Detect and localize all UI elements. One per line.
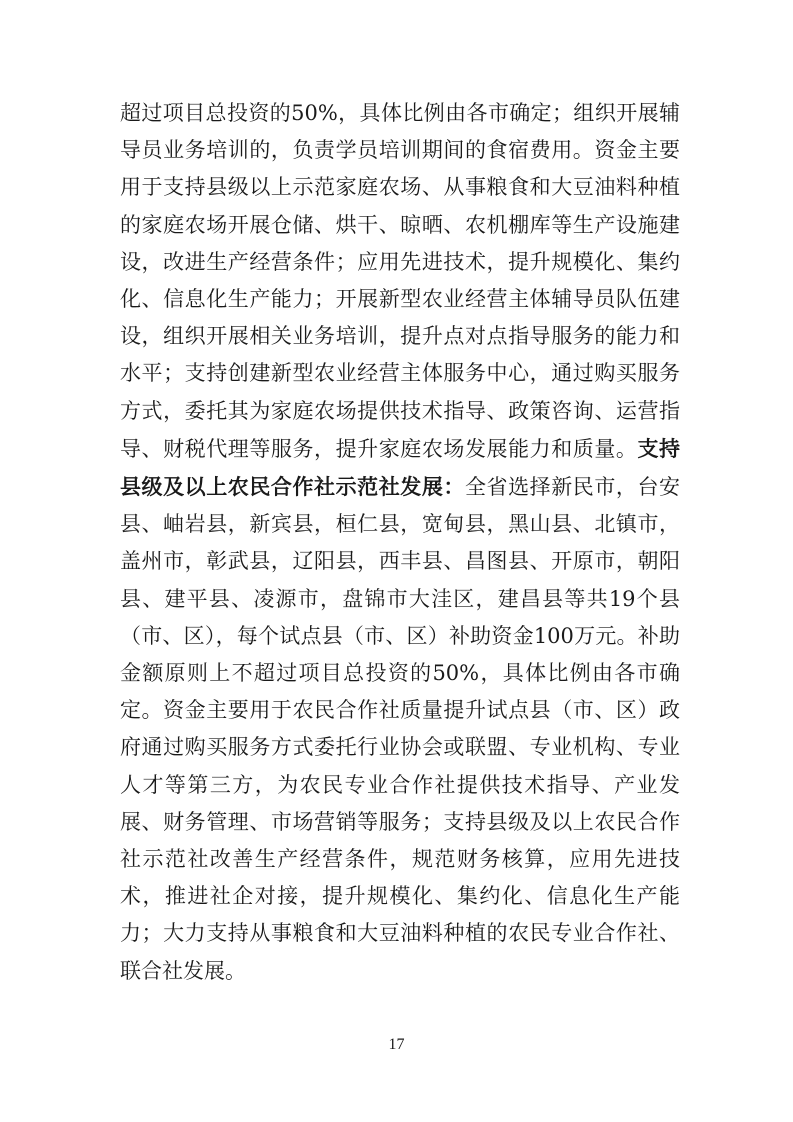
- body-paragraph: [120, 95, 680, 990]
- paragraph-text-part2: 全省选择新民市，台安县、岫岩县，新宾县，桓仁县，宽甸县，黑山县、北镇市，盖州市，彰武县，辽阳县，西丰县、昌图县、开原市，朝阳县、建平县、凌源市，盘锦市大洼区，建昌县等共19个县（市、区），每个试点县（市、区）补助资金100万元。补助金额原则上不超过项目总投资的50%，具体比例由各市确定。资金主要用于农民合作社质量提升试点县（市、区）政府通过购买服务方式委托行业协会或联盟、专业机构、专业人才等第三方，为农民专业合作社提供技术指导、产业发展、财务管理、市场营销等服务；支持县级及以上农民合作社示范社改善生产经营条件，规范财务核算，应用先进技术，推进社企对接，提升规模化、集约化、信息化生产能力；大力支持从事粮食和大豆油料种植的农民专业合作社、联合社发展。: [120, 475, 681, 983]
- bold-section-heading: 支持县级及以上农民合作社示范社发展：: [120, 435, 681, 500]
- paragraph-text-part1: 超过项目总投资的50%，具体比例由各市确定；组织开展辅导员业务培训的，负责学员培训期间的食宿费用。资金主要用于支持县级以上示范家庭农场、从事粮食和大豆油料种植的家庭农场开展仓储、烘干、晾晒、农机棚库等生产设施建设，改进生产经营条件；应用先进技术，提升规模化、集约化、信息化生产能力；开展新型农业经营主体辅导员队伍建设，组织开展相关业务培训，提升点对点指导服务的能力和水平；支持创建新型农业经营主体服务中心，通过购买服务方式，委托其为家庭农场提供技术指导、政策咨询、运营指导、财税代理等服务，提升家庭农场发展能力和质量。: [120, 101, 680, 461]
- page-number: 17: [388, 1036, 405, 1053]
